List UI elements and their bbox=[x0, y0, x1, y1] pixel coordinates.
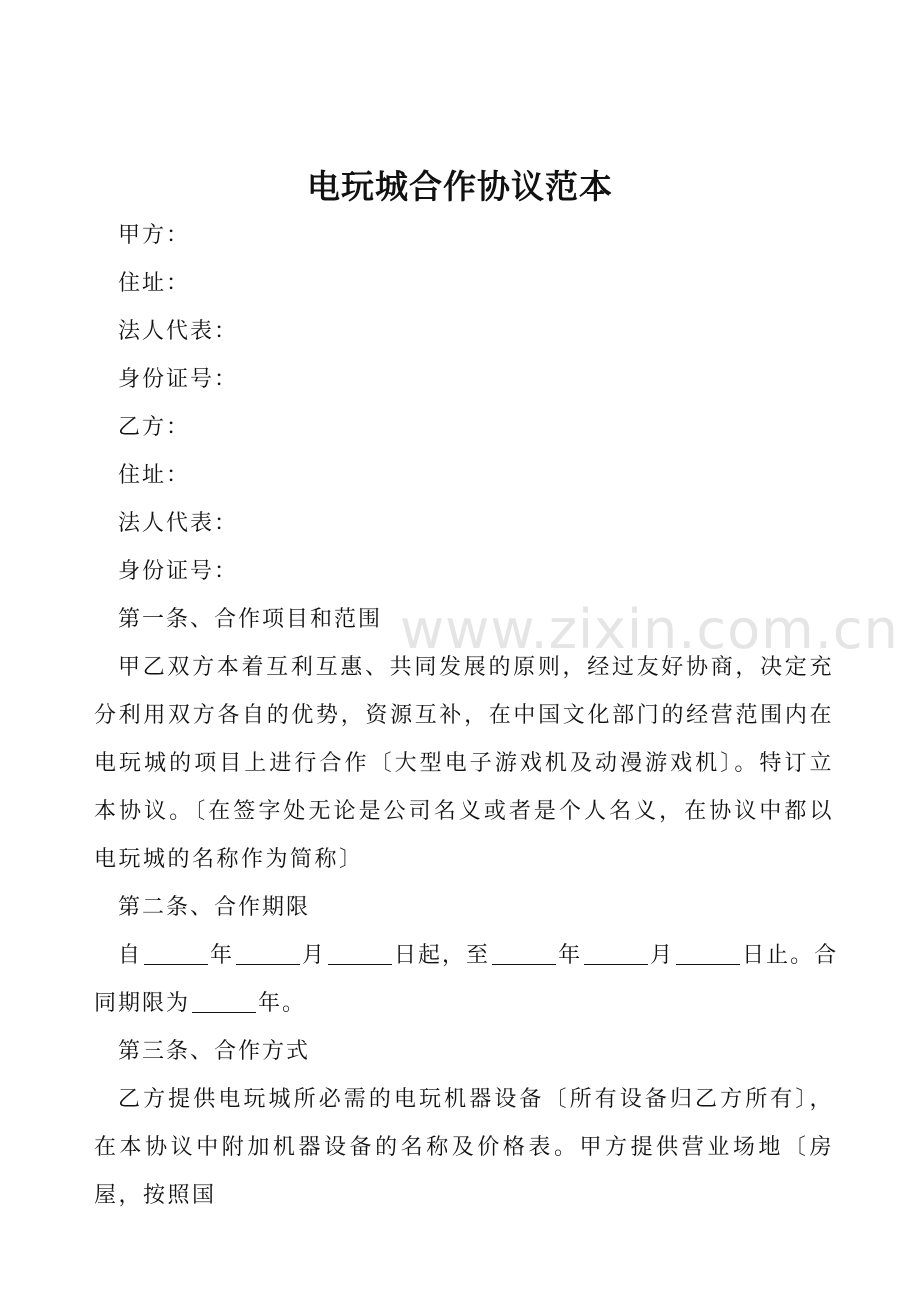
period-prefix: 同期限为 bbox=[94, 991, 191, 1016]
term-from-label: 自 bbox=[118, 943, 143, 968]
article-2-heading: 第二条、合作期限 bbox=[118, 895, 311, 920]
party-a-legal-rep: 法人代表： bbox=[118, 319, 239, 344]
blank-end-year bbox=[492, 942, 556, 965]
blank-period-years bbox=[192, 990, 256, 1013]
period-suffix: 年。 bbox=[258, 991, 307, 1016]
party-b-name: 乙方： bbox=[118, 415, 191, 440]
document-title: 电玩城合作协议范本 bbox=[307, 167, 613, 206]
blank-start-month bbox=[236, 942, 300, 965]
article-3-body: 乙方提供电玩城所必需的电玩机器设备〔所有设备归乙方所有〕，在本协议中附加机器设备的名称及价格表。甲方提供营业场地〔房屋，按照国 bbox=[94, 1087, 834, 1208]
document-body bbox=[94, 212, 839, 1220]
party-b-legal-rep: 法人代表： bbox=[118, 511, 239, 536]
blank-start-year bbox=[144, 942, 208, 965]
article-2-term-line bbox=[94, 932, 839, 980]
article-1-heading: 第一条、合作项目和范围 bbox=[118, 607, 383, 632]
term-day-to-label: 日止。合 bbox=[742, 943, 839, 968]
article-3-heading: 第三条、合作方式 bbox=[118, 1039, 311, 1064]
term-month-label: 月 bbox=[302, 943, 327, 968]
blank-end-day bbox=[676, 942, 740, 965]
article-2-period-line bbox=[94, 980, 834, 1028]
term-month-label-2: 月 bbox=[650, 943, 675, 968]
blank-start-day bbox=[328, 942, 392, 965]
party-a-name: 甲方： bbox=[118, 223, 191, 248]
term-year-label: 年 bbox=[210, 943, 235, 968]
party-b-id: 身份证号： bbox=[118, 559, 239, 584]
term-year-label-2: 年 bbox=[558, 943, 583, 968]
article-1-body: 甲乙双方本着互利互惠、共同发展的原则，经过友好协商，决定充分利用双方各自的优势，资源互补，在中国文化部门的经营范围内在电玩城的项目上进行合作〔大型电子游戏机及动漫游戏机〕。特订立本协议。〔在签字处无论是公司名义或者是个人名义，在协议中都以电玩城的名称作为简称〕 bbox=[94, 655, 834, 872]
party-b-address: 住址： bbox=[118, 463, 191, 488]
party-a-address: 住址： bbox=[118, 271, 191, 296]
watermark: www.zixin.com.cn bbox=[400, 598, 899, 661]
term-day-from-label: 日起，至 bbox=[394, 943, 491, 968]
party-a-id: 身份证号： bbox=[118, 367, 239, 392]
blank-end-month bbox=[584, 942, 648, 965]
